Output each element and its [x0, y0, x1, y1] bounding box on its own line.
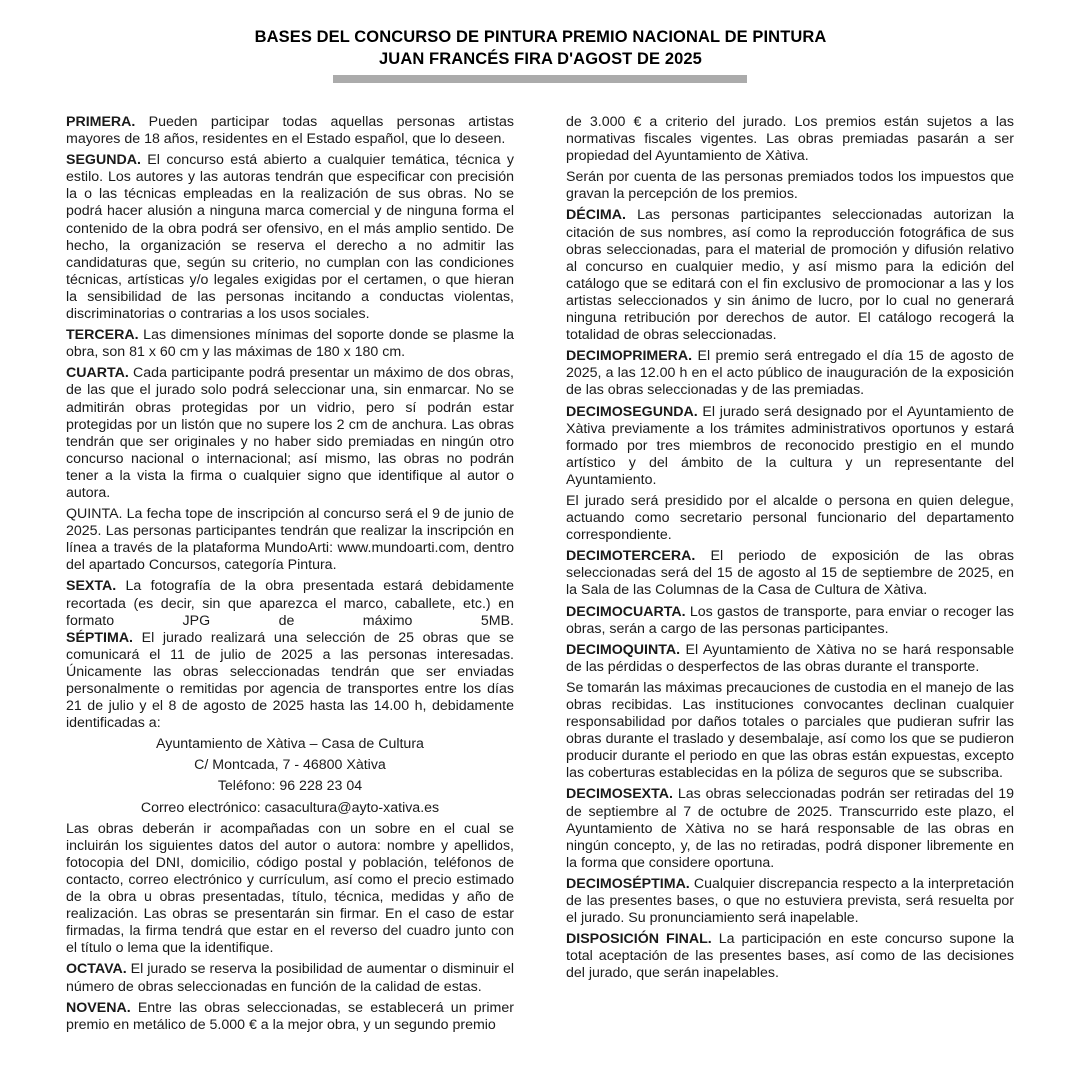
clause-label: DECIMOTERCERA.	[566, 548, 696, 565]
document-header	[0, 26, 1081, 70]
right-column	[566, 114, 1014, 987]
clause-text: Cada participante podrá presentar un máximo de dos obras, de las que el jurado solo podrá seleccionar una, sin enmarcar. No se admitirán obras protegidas por un vidrio, pero sí podrán estar protegidas por un listón que no supere los 2 cm de anchura. Las obras tendrán que ser originales y no haber sido premiadas en ningún otro concurso nacional o internacional; así mismo, las obras no podrán tener a la vista la firma o cualquier signo que identifique al autor o autora.	[66, 365, 514, 501]
clause-text: Las personas participantes seleccionadas autorizan la citación de sus nombres, así como la reproducción fotográfica de sus obras seleccionadas, para el material de promoción y difusión relativo al concurso en cualquier medio, y así mismo para la edición del catálogo que se editará con el fin exclusivo de promocionar a las y los artistas seleccionados y sin ánimo de lucro, por lo cual no generará ninguna retribución por derechos de autor. El catálogo recogerá la totalidad de obras seleccionadas.	[566, 207, 1014, 344]
clause-cuarta	[66, 365, 514, 502]
clause-text: El jurado se reserva la posibilidad de aumentar o disminuir el número de obras seleccionadas en función de la calidad de estas.	[66, 961, 514, 995]
clause-text: Los gastos de transporte, para enviar o recoger las obras, serán a cargo de las personas participantes.	[566, 603, 1014, 637]
title-divider	[333, 75, 747, 83]
clause-primera	[66, 114, 514, 148]
clause-tercera	[66, 327, 514, 361]
clause-label: DÉCIMA.	[566, 207, 626, 224]
clause-label: SEGUNDA.	[66, 152, 141, 169]
clause-novena-taxes	[566, 169, 1014, 203]
clause-text: La fotografía de la obra presentada estará debidamente recortada (es decir, sin que aparezca el marco, caballete, etc.) en formato JPG de máximo 5MB.	[66, 578, 514, 629]
clause-sexta	[66, 578, 514, 629]
clause-octava	[66, 961, 514, 995]
clause-decimotercera	[566, 548, 1014, 599]
clause-decimocuarta	[566, 604, 1014, 638]
clause-decimoquinta-continued	[566, 680, 1014, 783]
clause-disposicion-final	[566, 931, 1014, 982]
clause-text: Se tomarán las máximas precauciones de custodia en el manejo de las obras recibidas. Las instituciones convocantes declinan cualquier responsabilidad por daños totales o parciales que pudieran sufrir las obras durante el traslado y desembalaje, así como los que se pudieron producir durante el periodo en que las obras están expuestas, excepto las coberturas establecidas en la póliza de seguros que se subscriba.	[566, 679, 1014, 782]
clause-text: Las obras seleccionadas podrán ser retiradas del 19 de septiembre al 7 de octubre de 2025. Transcurrido este plazo, el Ayuntamiento de Xàtiva no se hará responsable de las obras en ningún concepto, y, de las no retiradas, podrá disponer libremente en la forma que considere oportuna.	[566, 786, 1014, 871]
clause-text: Las obras deberán ir acompañadas con un sobre en el cual se incluirán los siguientes datos del autor o autora: nombre y apellidos, fotocopia del DNI, domicilio, código postal y población, teléfonos de contacto, correo electrónico y currículum, así como el precio estimado de la obra u obras presentadas, título, técnica, medidas y año de realización. Las obras se presentarán sin firmar. En el caso de estar firmadas, la firma tendrá que estar en el reverso del cuadro junto con el título o lema que la identifique.	[66, 820, 514, 957]
clause-segunda	[66, 152, 514, 323]
clause-decimosegunda	[566, 404, 1014, 489]
clause-label: TERCERA.	[66, 327, 139, 344]
clause-text: El periodo de exposición de las obras seleccionadas será del 15 de agosto al 15 de septiembre de 2025, en la Sala de las Columnas de la Casa de Cultura de Xàtiva.	[566, 548, 1014, 599]
clause-septima	[66, 630, 514, 733]
clause-text: El premio será entregado el día 15 de agosto de 2025, a las 12.00 h en el acto público de inauguración de la exposición de las obras seleccionadas y de las premiadas.	[566, 348, 1014, 399]
address-line-2: C/ Montcada, 7 - 46800 Xàtiva	[194, 757, 386, 774]
clause-label: DECIMOPRIMERA.	[566, 348, 693, 365]
clause-decimoprimera	[566, 348, 1014, 399]
title-line-1: BASES DEL CONCURSO DE PINTURA PREMIO NACIONAL DE PINTURA	[254, 28, 827, 46]
clause-decima	[566, 207, 1014, 344]
clause-septima-continued	[66, 821, 514, 958]
clause-text: La participación en este concurso supone la total aceptación de las presentes bases, así como de las decisiones del jurado, que serán inapelables.	[566, 931, 1015, 982]
clause-label: SEXTA.	[66, 578, 117, 595]
clause-text: El jurado será designado por el Ayuntamiento de Xàtiva previamente a los trámites administrativos oportunos y estará formado por tres miembros de reconocido prestigio en el mundo artístico y del ámbito de la cultura y un representante del Ayuntamiento.	[566, 403, 1014, 488]
clause-novena-continued	[566, 114, 1014, 165]
address-phone: Teléfono: 96 228 23 04	[217, 778, 363, 795]
clause-text: Cualquier discrepancia respecto a la interpretación de las presentes bases, o que no estuviera prevista, será resuelta por el jurado. Su pronunciamiento será inapelable.	[566, 875, 1014, 927]
clause-text: QUINTA. La fecha tope de inscripción al concurso será el 9 de junio de 2025. Las personas participantes tendrán que realizar la inscripción en línea a través de la plataforma MundoArti: www.mundoarti.com, dentro del apartado Concursos, categoría Pintura.	[66, 506, 514, 574]
clause-text: El concurso está abierto a cualquier temática, técnica y estilo. Los autores y las autoras tendrán que especificar con precisión la o las técnicas empleadas en la realización de sus obras. No se podrá hacer alusión a ninguna marca comercial y de ninguna forma el contenido de la obra podrá ser ofensivo, en el más amplio sentido. De hecho, la organización se reserva el derecho a no admitir las candidaturas que, según su criterio, no cumplan con las condiciones técnicas, artísticas y/o legales exigidas por el certamen, o que hieran la sensibilidad de las personas incitando a conductas violentas, discriminatorias o contrarias a los usos sociales.	[66, 152, 514, 323]
clause-label: NOVENA.	[66, 999, 131, 1016]
address-email: Correo electrónico: casacultura@ayto-xativa.es	[140, 799, 440, 816]
clause-label: DECIMOSEXTA.	[566, 786, 673, 803]
clause-text: de 3.000 € a criterio del jurado. Los premios están sujetos a las normativas fiscales vigentes. Las obras premiadas pasarán a ser propiedad del Ayuntamiento de Xàtiva.	[566, 114, 1014, 165]
clause-quinta	[66, 506, 514, 574]
clause-label: OCTAVA.	[66, 961, 127, 978]
clause-label: DECIMOSEGUNDA.	[566, 403, 698, 420]
clause-label: DECIMOCUARTA.	[566, 603, 686, 620]
clause-text: Serán por cuenta de las personas premiados todos los impuestos que gravan la percepción de los premios.	[566, 169, 1014, 203]
clause-text: El jurado realizará una selección de 25 obras que se comunicará el 11 de julio de 2025 a las personas interesadas. Únicamente las obras seleccionadas tendrán que ser enviadas personalmente o remitidas por agencia de transportes entre los días 21 de julio y el 8 de agosto de 2025 hasta las 14.00 h, debidamente identificadas a:	[66, 629, 514, 732]
clause-decimoseptima	[566, 876, 1014, 927]
clause-label: DECIMOSÉPTIMA.	[566, 875, 690, 892]
clause-decimosexta	[566, 786, 1014, 871]
clause-text: Entre las obras seleccionadas, se establecerá un primer premio en metálico de 5.000 € a la mejor obra, y un segundo premio	[66, 999, 514, 1033]
clause-label: PRIMERA.	[66, 114, 136, 130]
title-line-2: JUAN FRANCÉS FIRA D'AGOST DE 2025	[379, 50, 702, 68]
clause-decimosegunda-continued	[566, 493, 1014, 544]
clause-label: DECIMOQUINTA.	[566, 641, 681, 658]
clause-novena	[66, 1000, 514, 1034]
clause-text: Las dimensiones mínimas del soporte donde se plasme la obra, son 81 x 60 cm y las máximas de 180 x 180 cm.	[66, 327, 514, 361]
clause-label: CUARTA.	[66, 365, 129, 382]
clause-label: DISPOSICIÓN FINAL.	[566, 931, 712, 948]
clause-text: El jurado será presidido por el alcalde o persona en quien delegue, actuando como secretario personal funcionario del departamento correspondiente.	[566, 492, 1014, 544]
clause-text: El Ayuntamiento de Xàtiva no se hará responsable de las pérdidas o desperfectos de las obras durante el transporte.	[566, 641, 1014, 675]
left-column	[66, 114, 514, 1038]
clause-text: Pueden participar todas aquellas personas artistas mayores de 18 años, residentes en el Estado español, que lo deseen.	[66, 114, 514, 148]
clause-decimoquinta	[566, 642, 1014, 676]
clause-label: SÉPTIMA.	[66, 629, 134, 646]
address-line-1: Ayuntamiento de Xàtiva – Casa de Cultura	[156, 736, 424, 753]
contact-address	[66, 736, 514, 816]
